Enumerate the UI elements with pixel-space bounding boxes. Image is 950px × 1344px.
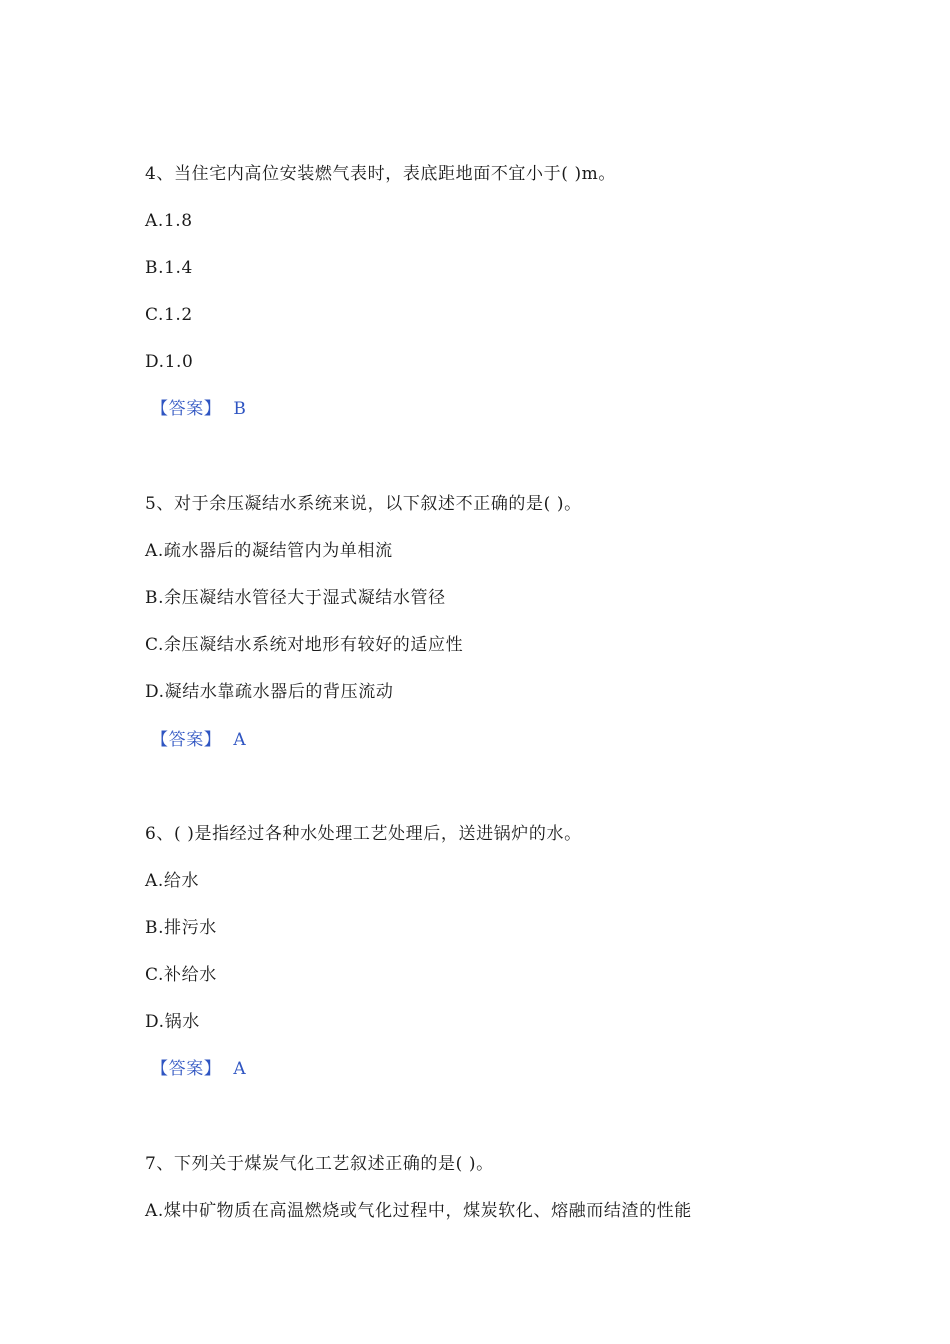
- answer-label: 【答案】: [151, 399, 222, 419]
- question-4-option-b: B.1.4: [145, 258, 193, 278]
- question-7-title: 7、下列关于煤炭气化工艺叙述正确的是( )。: [145, 1154, 494, 1174]
- question-5-title: 5、对于余压凝结水系统来说，以下叙述不正确的是( )。: [145, 494, 582, 514]
- answer-value: B: [233, 399, 247, 419]
- question-6-answer: [147, 1057, 246, 1081]
- question-5-option-c: C.余压凝结水系统对地形有较好的适应性: [145, 635, 464, 655]
- question-4-title: 4、当住宅内高位安装燃气表时，表底距地面不宜小于( )m。: [145, 164, 617, 184]
- question-6-title: 6、( )是指经过各种水处理工艺处理后，送进锅炉的水。: [145, 824, 582, 844]
- question-6-option-c: C.补给水: [145, 965, 217, 985]
- question-7-option-a: A.煤中矿物质在高温燃烧或气化过程中，煤炭软化、熔融而结渣的性能: [145, 1201, 692, 1221]
- answer-value: A: [233, 1059, 247, 1079]
- answer-value: A: [233, 730, 247, 750]
- question-4-option-a: A.1.8: [145, 211, 193, 231]
- question-5-option-b: B.余压凝结水管径大于湿式凝结水管径: [145, 588, 446, 608]
- question-6-option-d: D.锅水: [145, 1012, 200, 1032]
- question-6-option-a: A.给水: [145, 871, 200, 891]
- question-6-option-b: B.排污水: [145, 918, 217, 938]
- answer-label: 【答案】: [151, 1059, 222, 1079]
- question-4-option-d: D.1.0: [145, 352, 194, 372]
- question-5-option-d: D.凝结水靠疏水器后的背压流动: [145, 682, 394, 702]
- question-5-answer: [147, 728, 246, 752]
- question-5-option-a: A.疏水器后的凝结管内为单相流: [145, 541, 393, 561]
- answer-label: 【答案】: [151, 730, 222, 750]
- question-4-answer: [147, 397, 247, 421]
- question-4-option-c: C.1.2: [145, 305, 193, 325]
